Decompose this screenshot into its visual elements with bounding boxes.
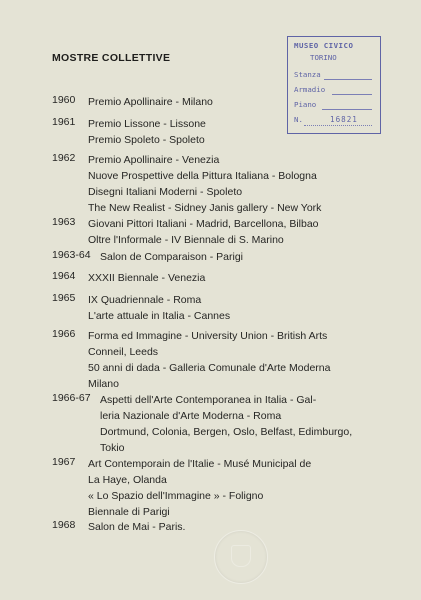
entry-year: 1966-67 <box>52 392 91 404</box>
entry-lines <box>88 292 388 324</box>
entry-lines <box>88 270 388 286</box>
stamp-piano-label: Piano <box>294 100 317 109</box>
entry-lines <box>88 94 388 110</box>
entry-line: Milano <box>88 378 119 390</box>
entry-year: 1967 <box>52 456 76 468</box>
entry-lines <box>100 392 400 456</box>
entry-line: IX Quadriennale - Roma <box>88 294 202 306</box>
entry-lines <box>88 116 388 148</box>
entry-line: 50 anni di dada - Galleria Comunale d'Arte Moderna <box>88 362 331 374</box>
entry-line: Disegni Italiani Moderni - Spoleto <box>88 186 243 198</box>
entry-line: Tokio <box>100 442 125 454</box>
entry-lines <box>88 152 388 216</box>
entry-line: Premio Apollinaire - Venezia <box>88 154 220 166</box>
entry-lines <box>88 216 388 248</box>
stamp-stanza-rule <box>324 79 372 80</box>
entry-line: Art Contemporain de l'Italie - Musé Municipal de <box>88 458 312 470</box>
stamp-number: 16821 <box>330 115 358 124</box>
entry-line: Salon de Mai - Paris. <box>88 521 186 533</box>
entry-line: L'arte attuale in Italia - Cannes <box>88 310 231 322</box>
entry-line: XXXII Biennale - Venezia <box>88 272 206 284</box>
entry-lines <box>100 249 400 265</box>
entry-line: Premio Spoleto - Spoleto <box>88 134 205 146</box>
stamp-stanza-label: Stanza <box>294 70 321 79</box>
entry-line: The New Realist - Sidney Janis gallery - New York <box>88 202 322 214</box>
entry-year: 1964 <box>52 270 76 282</box>
entry-year: 1963 <box>52 216 76 228</box>
entry-line: Biennale di Parigi <box>88 506 170 518</box>
entry-line: leria Nazionale d'Arte Moderna - Roma <box>100 410 282 422</box>
entry-line: Conneil, Leeds <box>88 346 159 358</box>
embossed-seal <box>214 530 268 584</box>
entry-line: Forma ed Immagine - University Union - British Arts <box>88 330 328 342</box>
entry-year: 1966 <box>52 328 76 340</box>
entry-line: Premio Apollinaire - Milano <box>88 96 213 108</box>
entry-line: Oltre l'Informale - IV Biennale di S. Marino <box>88 234 284 246</box>
entry-year: 1963-64 <box>52 249 91 261</box>
entry-line: La Haye, Olanda <box>88 474 167 486</box>
entry-year: 1961 <box>52 116 76 128</box>
stamp-armadio-label: Armadio <box>294 85 326 94</box>
entry-year: 1962 <box>52 152 76 164</box>
entry-line: Salon de Comparaison - Parigi <box>100 251 243 263</box>
stamp-n-label: N. <box>294 115 303 124</box>
section-heading: MOSTRE COLLETTIVE <box>52 52 171 64</box>
entry-lines <box>88 328 388 392</box>
entry-lines <box>88 456 388 520</box>
entry-line: Nuove Prospettive della Pittura Italiana - Bologna <box>88 170 317 182</box>
stamp-title: MUSEO CIVICO <box>294 41 354 50</box>
entry-year: 1960 <box>52 94 76 106</box>
entry-year: 1965 <box>52 292 76 304</box>
stamp-subtitle: TORINO <box>310 53 337 62</box>
entry-line: Dortmund, Colonia, Bergen, Oslo, Belfast, Edimburgo, <box>100 426 353 438</box>
entry-line: Aspetti dell'Arte Contemporanea in Italia - Gal- <box>100 394 317 406</box>
entry-year: 1968 <box>52 519 76 531</box>
entry-line: Premio Lissone - Lissone <box>88 118 206 130</box>
entry-line: Giovani Pittori Italiani - Madrid, Barcellona, Bilbao <box>88 218 319 230</box>
entry-line: « Lo Spazio dell'Immagine » - Foligno <box>88 490 264 502</box>
